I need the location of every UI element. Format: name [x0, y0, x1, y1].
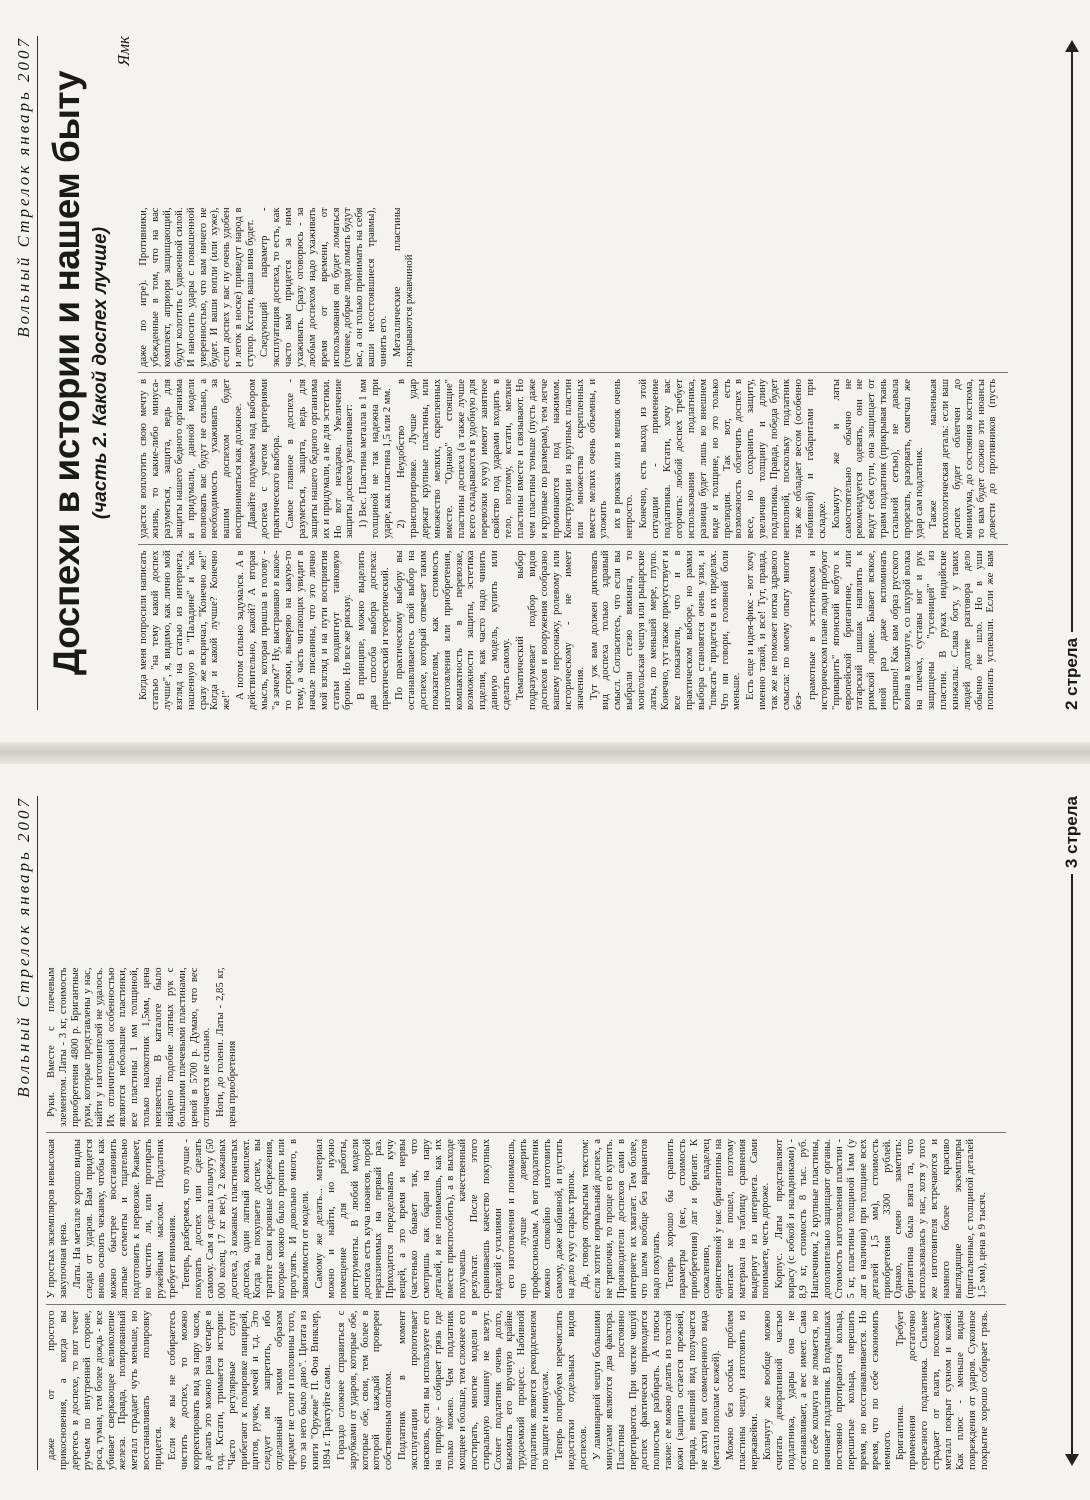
page-footer [1062, 796, 1082, 1470]
paragraph: Теперь, разберемся, что лучше - покупать доспех или сделать самому. Сам я сделал кольчугу (50 000 колец, 17 кг вес), 2 кожаных доспеха, 3 кожаных пластинчатых доспеха, один латный комплект. Когда вы покупаете доспех, вы тратите свои кровные сбережения, которые можно было пропить или прогулять. И довольно много, в зависимости от модели. [180, 1139, 312, 1299]
arrow-icon [1071, 874, 1073, 1464]
paragraph: грамотные в эстетическом и историческом плане люди пробуют "приварить" японский кобуто к европейской бригантине, или татарский шишак напялить к римской лорике. Бывает всякое, иной раз даже вспоминать страшно! Как вам образ русского воина в кольчуге, со шкурой волка на плечах, суставы ног и рук защищены "гусеницей" из пластин. В руках индийские кинжалы. Слава богу, у таких людей долгие разговора дело обычно не шло. Но в уши попинать успевали. Если же вам удастся воплотить свою мечту в жизнь, то какие-либо минуса-разуметься, защита, ведь для защиты нашего бедного организма и придумали, данной модели волновать вас будут не сильно, а необходимость ухаживать за вашим доспехом будет восприниматься как должное. [138, 379, 997, 710]
paragraph: его изготовления и понимаешь, что лучше доверить профессионалам. А вот подлатник можно спокойно изготовить самому, даже набивной, и пустить на дело кучу старых тряпок. [506, 1139, 577, 1299]
paragraph: Да, говоря открытым текстом: если хотите нормальный доспех, а не тряпочки, то проще его купить. Производители доспехов сами в интернете их хватает. Тем более, что шлем вообще без вариантов надо покупать. [579, 1139, 663, 1299]
page-label: 3 стрела [1062, 796, 1081, 869]
paragraph: Также маленькая психологическая деталь: если ваш доспех будет облегчен до минимума, до состояния костюма, то вам будет сложно эти нюансы довести до противников (пусть даже по игре). Противники, убежденные в том, что на вас комплект, априори защищающий, будут колотить с удвоенной силой. И наносить удары с повышенной уверенностью, что вам ничего не будет. И ваши вопли (или хуже), если доспех у вас ну очень удобен и легок в носке) приведут народ в ступор. Кстати, ваша вина будет. [138, 207, 999, 539]
paragraph: Теперь попробуем перечислить недостатки отдельных видов доспехов. [554, 1310, 589, 1470]
paragraph: В принципе, можно выделить два способа выбора доспеха: практический и теоретический. [356, 550, 392, 710]
paragraph: Теперь хорошо бы сравнить параметры (вес, стоимость приобретения) лат и бригант. К сожалению, владелец единственной у нас бригантины на контакт не пошел, поэтому материал на таблицу сравнения выдернут из интернета. Сами понимаете, честь дороже. [665, 1139, 772, 1299]
paragraph: Гораздо сложнее справиться с зарубками от ударов, которые обе, которые обе, свои, тем более в которой каждый проверен собственным опытом. [335, 1310, 395, 1470]
running-head: Вольный Стрелок январь 2007 [14, 796, 38, 1470]
paragraph: Тематический выбор подразумевает подбор видов доспехов и вооружения сообразно вашему персонажу, ролевому или историческому - не имеет значения. [515, 550, 586, 710]
newspaper-page-3 [0, 768, 1090, 1498]
paragraph: Можно без особых проблем пластины чешуи изготовить из нержавейки. [724, 1310, 760, 1470]
arrow-icon [1071, 42, 1073, 632]
paragraph: Когда меня попросили написать статью "на тему какой доспех лучше", я, видимо, как лично мой взгляд на статью из интернета, нашенную в "Паладине" и "как сразу же вскричал, "Конечно же!" Когда и какой лучше? Конечно же!" [138, 550, 233, 710]
paragraph: По практическому выбору вы останавливаетесь свой выбор на доспехе, который отвечает таким показателям, как стоимость изготовления или приобретения, компактность в перевозке, возможности защиты, эстетика изделия, как часто надо чинить данную модель, купить или сделать самому. [394, 550, 513, 710]
paragraph: Кольчугу же вообще можно считать декоративной частью подлатника, удары она не останавливает, а вес имеет. Сама по себе кольчуга не ломается, но начинает подлатник. В подмышках постоянно протираются кольца, перешитые кольца, перешить время, но восстанавливается. Но время, что по себе сэкономить немного. [762, 1310, 893, 1470]
paragraph: Руки. Вместе с плечевым элементом. Латы - 3 кг, стоимость приобретения 4800 р. Бригантные руки, которые представлены у нас, найти у изготовителей не удалось. Их отличительной особенностью являются небольшие пластинки, все пластины 1 мм толщиной, только налокотник 1,5мм, цена неизвестна. В каталоге было найдено подобие латных рук с большими плечевыми пластинами, ценой в 5700 р. Думаю, что вес отличается не сильно. [46, 967, 212, 1127]
paragraph: Металлические пластины покрываются ржавчиной [392, 207, 415, 367]
newspaper-page-2 [0, 8, 1090, 738]
paragraph: Бригантина. Требует применения достаточно серьезного подлатника. Сильнее страдает от влаги, поскольку металл покрыт сукном и кожей. Как плюс - меньше видны повреждения от ударов. Суконное покрытие хорошо собирает грязь. У простых экземпляров невысокая закупочная цена. [46, 1139, 990, 1470]
paragraph: Конечно, есть выход из этой ситуации - применение подлатника. Кстати, хочу вас огорчить: любой доспех требует использования подлатника, разница будет лишь во внешнем виде и толщине, но это только прелюдия. Так вот, есть возможность облегчить доспех в весе, но сохранить защиту, увеличив толщину и длину подлатника. Правда, победа будет неполной, поскольку подлатник так же обладает весом (особенно набивной) и габаритами при складке. [638, 379, 828, 539]
paragraph: их в рюкзак или в мешок очень непросто. [612, 379, 636, 539]
page-label: 2 стрела [1062, 637, 1081, 710]
paragraph: А потом сильно задумался. А в действительно, какой? А вторая мысль, которая пришла в голову - "а зачем?" Ну, выстраиваю в какое-то строки, выверяю на какую-то тему, а часть читающих увидит в начале писанины, что это лично мой взгляд и на пути восприятия статьи воздвигнут танковую броню. Но все же рискну. [235, 550, 354, 710]
article-columns [46, 796, 1006, 1470]
article-subtitle: (часть 2. Какой доспех лучше) [90, 226, 111, 520]
paragraph: Кольчугу же и латы самостоятельно обычно не рекомендуется одевать, они не ведут себя сути, она защищает от травм подлатник (прикрывая ткань стальной сетью), не давала прорезать, разорвать, смягчал же удар сам подлатник. [830, 379, 925, 539]
paragraph: Самому же делать... материал можно и найти, но нужно помещение для работы, инструменты. В любой модели доспеха есть куча нюансов, порой неразличимых на первый раз. Приходится переделывать кучу вещей, а это время и нервы (частенько бывает так, что смотришь как баран на пару деталей, и не понимаешь, как их вместе приспособить), а в выходе получаешь качественный результат. После этого сравниваешь качество покупных изделий с усилиями [313, 1139, 504, 1299]
paragraph: Тут уж вам должен диктовать вид доспеха только здравый смысл. Согласитесь, что если вы выбрали стезю викинга, то монгольская чешуя или рыцарские латы, по меньшей мере, глупо. Конечно, тут также присутствует и все показатели, что и в практическом выборе, но рамки выбора становятся очень узки, и "плясать" придется в их пределах. Что ни говори, головной боли меньше. [588, 550, 743, 710]
paragraph: Самое главное в доспехе - разуметься, защита, ведь для защиты нашего бедного организма их и придумали, а не для эстетики. Но вот незадача. Увеличение защиты доспеха увеличивает: [284, 379, 356, 539]
paragraph: Подлатник в момент эксплуатации пропотевает насквозь, если вы используете его на природе - собирает грязь где только можно. Чем подлатник мощнее и больше, тем сложнее его постирать, многие модели в стиральную машину не влезут. Сохнет подлатник очень долго, выжимать его вручную крайне трудоемкий процесс. Набивной подлатник является рекордсменом по защите и минусам. [397, 1310, 552, 1470]
paragraph: Если же вы не собираетесь чистить доспех, то можно корректировать вид за пару часов, а делать это можно раза четыре в год. Кстати, тримается истории: "Часто регулярные слуги прибегают к полировке панцирей, щитов, ручек, мечей и т.д. Это следует им запретить, ибо отделанный таким образом предмет не стоит и половины того, что за него было дано". Цитата из книги "Оружие" П. Фон Винклер, 1894 г. Трактуйте сами. [167, 1310, 333, 1470]
paragraph: Следующий параметр - эксплуатация доспеха, то есть, как часто вам придется за ним ухаживать. Сразу оговорюсь - за любым доспехом надо ухаживать время от времени, от использования он будет ломаться (точнее, добрые люди ломать будут вас, а он только принимать на себя ваши несостоявшиеся травмы), чинить его. [259, 207, 390, 367]
article-author: Ямк [114, 36, 133, 66]
paragraph: Корпус. Латы представляют кирасу (с юбкой и налядниками) - 8,9 кг, стоимость 8 тыс. руб. Наплечники, 2 крупные пластины, дополнительно защищают органы. Стоимость изготовления пластин - 5 кг, пластины толщиной 1мм (у лат в наличии) при толщине всех деталей 1,5 мм), стоимость приобретения 3300 рублей. Однако, смею заметить: бригантина была взята та, что использовалась у нас, хотя у того же изготовителя встречаются и намного более красиво выглядящие экземпляры (приталенные, с толщиной деталей 1,5 мм), цена в 9 тысяч. [774, 1139, 988, 1299]
paragraph: даже от простого прикосновения, а когда вы деретесь в доспехе, то пот течет ручьем по внутренней стороне, роса, туман, тем более дождь - все убивает сверкающее великолепие железа. Правда, полированный металл страдает чуть меньше, но восстанавливать полировку придется. [46, 1310, 165, 1470]
paragraph: Латы. На металле хорошо видны следы от ударов. Вам придется вновь освоить чеканку, чтобы как можно быстрее восстановить латные сегменты и тщательно подготовить к перевозке. Ржавеет, но чистить ли, или протирать ружейным маслом. Подлатник требует внимания. [71, 1139, 179, 1299]
page-fold [0, 742, 1090, 764]
paragraph: Давайте подумаем над выбором доспеха с учетом критериями практического выбора. [247, 379, 282, 539]
paragraph: У ламинарной чешуи большими минусами являются два фактора. Пластины постоянно перетираются. При чистке чешуй доспех фактически приходится полностью разбирать. А плюсы такие: ее можно делать из толстой кожи (защита остается прежней, правда, внешний вид получается не ахти) или совмещенного вида (металл пополам с кожей). [591, 1310, 722, 1470]
paragraph: Ноги, до голени. Латы - 2,85 кг, цена приобретения [214, 967, 238, 1127]
paragraph: 2) Неудобство в транспортировке. Лучше удар держат крупные пластины, или множество мелких, скрепленных вместе. "Однако" стоящие" пластины доспеха (а также лучше всего складываются в удобную для перевозки кучу) имеют занятное свойство под ударами входить в тело, поэтому, кстати, мелкие пластины вместе и связывают. Но чем пластины тоньше (пусть даже и крупные по размерам), тем легче проминаются под нажимом. Конструкции из крупных пластин или множества скрепленных вместе мелких очень объемны, и уложить [396, 379, 610, 539]
article-title: Доспехи в истории и нашем быту [46, 70, 87, 676]
running-head: Вольный Стрелок январь 2007 [14, 36, 38, 710]
page-footer [1062, 36, 1082, 710]
paragraph: Есть еще и идея-фикс - вот хочу именно такой, и все! Тут, правда, так же не поможет нотка здравого смысла: по моему опыту многие без- [745, 550, 804, 710]
paragraph: 1) Вес. Пластина металла в 1 мм толщиной не так надежна при ударе, как пластина 1,5 или 2 мм. [358, 379, 394, 539]
article-columns [138, 36, 1008, 710]
